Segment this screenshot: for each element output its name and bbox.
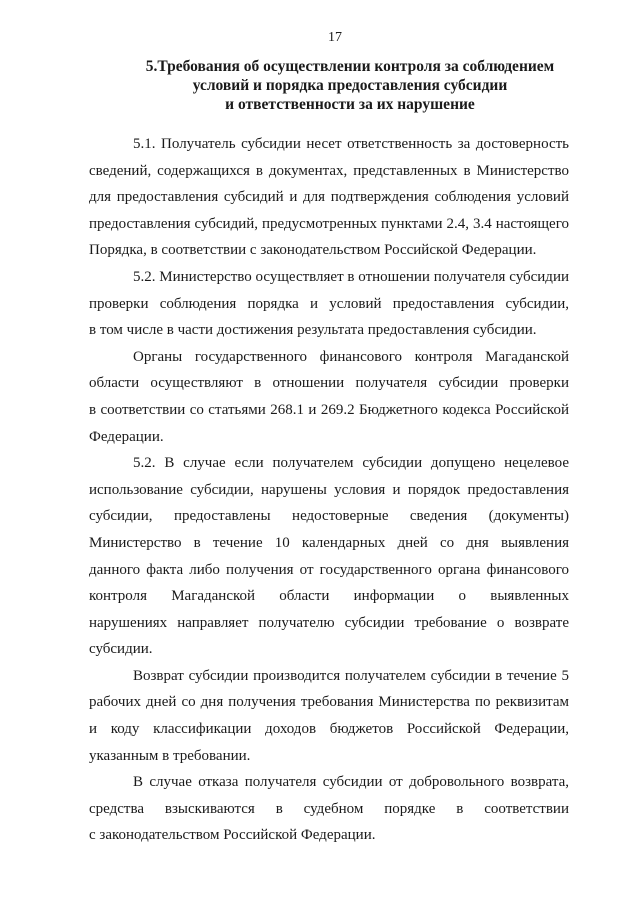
heading-line: условий и порядка предоставления субсидии (192, 77, 508, 94)
paragraph-control-bodies (89, 344, 569, 450)
text-line: 5.2. Министерство осуществляет в отношении получателя субсидии (133, 268, 569, 285)
text-line: субсидии. (89, 641, 153, 658)
text-line: и коду классификации доходов бюджетов Российской Федерации, (89, 721, 569, 738)
text-line: Органы государственного финансового контроля Магаданской (133, 348, 569, 365)
paragraph-refund (89, 663, 569, 769)
paragraph-5-2 (89, 264, 569, 344)
text-line: данного факта либо получения от государственного органа финансового (89, 561, 569, 578)
text-line: предоставления субсидий, предусмотренных пунктами 2.4, 3.4 настоящего (89, 215, 569, 232)
text-line: Министерство в течение 10 календарных дней со дня выявления (89, 534, 569, 551)
paragraph-5-2-misuse (89, 450, 569, 663)
section-heading (120, 57, 580, 114)
text-line: в том числе в части достижения результата предоставления субсидии. (89, 322, 537, 339)
text-line: 5.1. Получатель субсидии несет ответственность за достоверность (133, 136, 569, 152)
text-line: Федерации. (89, 428, 164, 445)
text-line: для предоставления субсидий и для подтверждения соблюдения условий (89, 189, 569, 206)
text-line: проверки соблюдения порядка и условий предоставления субсидии, (89, 295, 569, 312)
text-line: в соответствии со статьями 268.1 и 269.2 Бюджетного кодекса Российской (89, 401, 569, 418)
text-line: использование субсидии, нарушены условия и порядок предоставления (89, 481, 569, 498)
text-line: области осуществляют в отношении получателя субсидии проверки (89, 375, 569, 392)
heading-line: и ответственности за их нарушение (225, 96, 475, 113)
text-line: контроля Магаданской области информации о выявленных (89, 588, 569, 605)
text-line: указанным в требовании. (89, 747, 251, 764)
text-line: рабочих дней со дня получения требования Министерства по реквизитам (89, 694, 569, 711)
paragraph-refusal (89, 769, 569, 849)
text-line: В случае отказа получателя субсидии от добровольного возврата, (133, 774, 569, 791)
page-number: 17 (328, 30, 342, 45)
heading-line: 5.Требования об осуществлении контроля за соблюдением (145, 58, 555, 75)
text-line: 5.2. В случае если получателем субсидии допущено нецелевое (133, 455, 569, 472)
text-line: сведений, содержащихся в документах, представленных в Министерство (89, 162, 569, 179)
paragraph-5-1 (89, 131, 569, 264)
text-line: средства взыскиваются в судебном порядке в соответствии (89, 800, 569, 817)
text-line: Порядка, в соответствии с законодательством Российской Федерации. (89, 242, 537, 259)
text-line: субсидии, предоставлены недостоверные сведения (документы) (89, 508, 569, 525)
document-body (89, 131, 569, 849)
text-line: с законодательством Российской Федерации. (89, 827, 376, 844)
text-line: Возврат субсидии производится получателем субсидии в течение 5 (133, 667, 569, 684)
text-line: нарушениях направляет получателю субсидии требование о возврате (89, 614, 569, 631)
